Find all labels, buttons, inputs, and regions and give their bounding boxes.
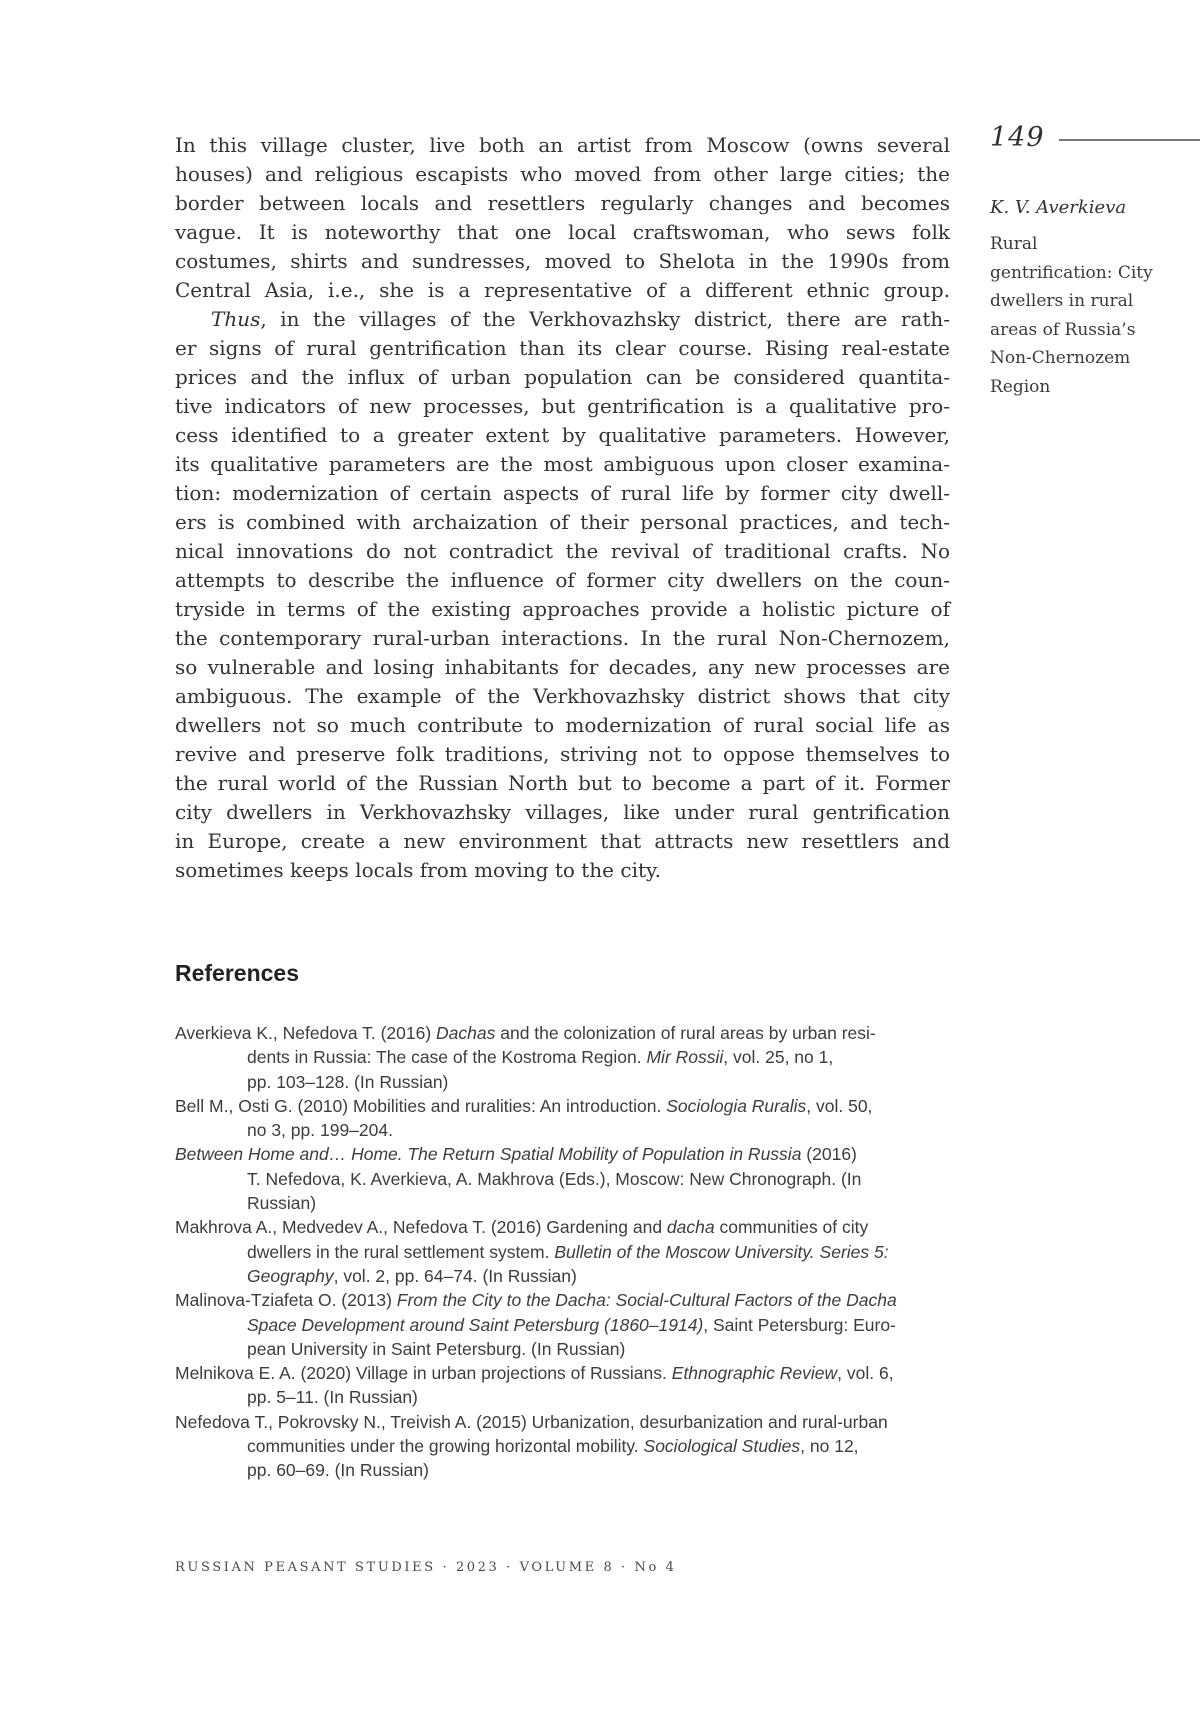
text-segment: Bell M., Osti G. (2010) Mobilities and ruralities: An introduction. [175,1095,667,1116]
text-segment: tryside in terms of the existing approaches provide a holistic picture of [175,597,950,621]
running-title-line: areas of Russia’s [990,319,1136,340]
text-line [175,508,950,537]
reference-entry [175,1361,965,1410]
reference-line [175,1167,965,1191]
text-segment: attempts to describe the influence of former city dwellers on the coun- [175,568,950,592]
reference-entry [175,1288,965,1361]
reference-line [175,1458,965,1482]
text-segment: pp. 60–69. (In Russian) [247,1460,429,1481]
text-segment: dwellers in the rural settlement system. [247,1241,555,1262]
reference-line [175,1410,965,1434]
text-segment: dents in Russia: The case of the Kostroma Region. [247,1047,647,1068]
text-segment: In this village cluster, live both an artist from Moscow (owns several [175,133,950,157]
running-title-line: Rural [990,234,1038,254]
reference-line [175,1094,965,1118]
italic-text-segment: Dachas [436,1023,496,1043]
reference-line [175,1240,965,1264]
reference-line [175,1337,965,1361]
text-segment: its qualitative parameters are the most ambiguous upon closer examina- [175,452,950,476]
header-rule [1059,139,1200,141]
reference-line [175,1361,965,1385]
text-segment: in Europe, create a new environment that attracts new resettlers and [175,829,950,853]
reference-line [175,1191,965,1215]
text-segment: houses) and religious escapists who moved from other large cities; the [175,162,950,186]
reference-line [175,1215,965,1239]
text-segment: pp. 103–128. (In Russian) [247,1071,449,1092]
text-line [175,450,950,479]
italic-text-segment: Between Home and… Home. The Return Spatial Mobility of Population in Russia [175,1144,802,1165]
text-segment: nical innovations do not contradict the revival of traditional crafts. No [175,539,950,563]
page-number: 149 [990,122,1045,153]
paragraph [175,305,950,885]
text-segment: , vol. 6, [837,1363,894,1384]
text-line [175,827,950,856]
text-segment: Makhrova A., Medvedev A., Nefedova T. (2016) Gardening and [175,1217,667,1238]
text-line [175,566,950,595]
text-line [175,537,950,566]
text-segment: Malinova-Tziafeta O. (2013) [175,1290,397,1311]
running-title [990,230,1200,401]
text-segment: no 3, pp. 199–204. [247,1120,393,1141]
italic-text-segment: From the City to the Dacha: Social-Cultural Factors of the Dacha [396,1290,897,1311]
references-heading: References [175,960,300,986]
article-body-text [175,131,950,885]
text-line [175,247,950,276]
text-line [175,595,950,624]
reference-line [175,1118,965,1142]
references-list [175,1021,965,1483]
text-segment: prices and the influx of urban population can be considered quantita- [175,365,950,389]
italic-text-segment: Sociological Studies [643,1436,801,1457]
sidebar [990,122,1200,401]
author-name: K. V. Averkieva [990,197,1127,218]
text-segment: er signs of rural gentrification than its clear course. Rising real-estate [175,336,950,360]
reference-entry [175,1142,965,1215]
reference-line [175,1045,965,1069]
text-segment: , vol. 50, [806,1095,873,1116]
italic-text-segment: Bulletin of the Moscow University. Series 5: [554,1241,889,1262]
running-title-line: Region [990,376,1051,397]
page-header-row [990,122,1200,153]
text-segment: sometimes keeps locals from moving to the city. [175,858,662,882]
text-line [175,276,950,305]
text-segment: , vol. 25, no 1, [723,1047,834,1068]
text-segment: Melnikova E. A. (2020) Village in urban projections of Russians. [175,1363,672,1384]
text-segment: tion: modernization of certain aspects of rural life by former city dwell- [175,481,950,505]
text-line [175,711,950,740]
text-segment: Russian) [247,1193,317,1214]
text-segment: vague. It is noteworthy that one local craftswoman, who sews folk [175,220,950,244]
reference-line [175,1070,965,1094]
italic-text-segment: dacha [666,1217,715,1238]
text-line [175,769,950,798]
text-line [175,421,950,450]
text-line [175,189,950,218]
reference-entry [175,1021,965,1094]
reference-line [175,1264,965,1288]
reference-entry [175,1410,965,1483]
text-line [175,305,950,334]
running-title-line: gentrification: City [990,262,1153,283]
text-segment: the rural world of the Russian North but to become a part of it. Former [175,771,950,795]
text-segment: revive and preserve folk traditions, striving not to oppose themselves to [175,742,950,766]
reference-line [175,1434,965,1458]
text-segment: city dwellers in Verkhovazhsky villages, like under rural gentrification [175,800,950,824]
text-segment: communities under the growing horizontal mobility. [247,1436,644,1457]
text-segment: , in the villages of the Verkhovazhsky district, there are rath- [260,307,950,331]
reference-line [175,1288,965,1312]
reference-entry [175,1215,965,1288]
text-segment: Central Asia, i.e., she is a representative of a different ethnic group. [175,278,950,302]
reference-line [175,1385,965,1409]
text-segment: , no 12, [800,1436,859,1457]
paragraph [175,131,950,305]
text-segment: T. Nefedova, K. Averkieva, A. Makhrova (Eds.), Moscow: New Chronograph. (In [247,1168,862,1189]
reference-entry [175,1094,965,1143]
italic-text-segment: Space Development around Saint Petersburg (1860–1914) [247,1314,704,1335]
text-segment: Averkieva K., Nefedova T. (2016) [175,1023,437,1043]
text-line [175,218,950,247]
text-segment: , Saint Petersburg: Euro- [703,1314,896,1335]
text-line [175,334,950,363]
text-segment: the contemporary rural-urban interactions. In the rural Non-Chernozem, [175,626,950,650]
text-segment: dwellers not so much contribute to modernization of rural social life as [175,713,950,737]
italic-text-segment: Geography [247,1265,334,1286]
text-segment: costumes, shirts and sundresses, moved to Shelota in the 1990s from [175,249,950,273]
text-line [175,160,950,189]
text-segment: ambiguous. The example of the Verkhovazhsky district shows that city [175,684,950,708]
reference-line [175,1313,965,1337]
text-segment: Nefedova T., Pokrovsky N., Treivish A. (2015) Urbanization, desurbanization and rural-urban [175,1411,888,1432]
italic-text-segment: Ethnographic Review [671,1363,838,1384]
text-segment: cess identified to a greater extent by qualitative parameters. However, [175,423,950,447]
text-segment: tive indicators of new processes, but gentrification is a qualitative pro- [175,394,950,418]
text-segment: and the colonization of rural areas by urban resi- [495,1023,876,1043]
text-segment: so vulnerable and losing inhabitants for decades, any new processes are [175,655,950,679]
running-title-line: Non-Chernozem [990,348,1131,368]
text-segment: pean University in Saint Petersburg. (In Russian) [247,1338,626,1359]
text-segment: (2016) [801,1144,857,1165]
text-line [175,740,950,769]
text-line [175,479,950,508]
journal-footer: RUSSIAN PEASANT STUDIES · 2023 · VOLUME 8 · No 4 [175,1560,677,1575]
text-segment: border between locals and resettlers regularly changes and becomes [175,191,950,215]
text-line [175,856,950,885]
text-line [175,653,950,682]
text-line [175,363,950,392]
reference-line [175,1142,965,1166]
text-line [175,392,950,421]
text-segment: pp. 5–11. (In Russian) [247,1387,418,1408]
text-segment: communities of city [714,1217,869,1238]
text-line [175,682,950,711]
italic-text-segment: Thus [211,307,261,331]
reference-line [175,1021,965,1045]
text-segment: , vol. 2, pp. 64–74. (In Russian) [333,1265,577,1286]
italic-text-segment: Sociologia Ruralis [666,1095,807,1116]
italic-text-segment: Mir Rossii [646,1047,724,1068]
text-line [175,798,950,827]
text-segment: ers is combined with archaization of their personal practices, and tech- [175,510,950,534]
running-title-line: dwellers in rural [990,291,1134,311]
text-line [175,624,950,653]
text-line [175,131,950,160]
